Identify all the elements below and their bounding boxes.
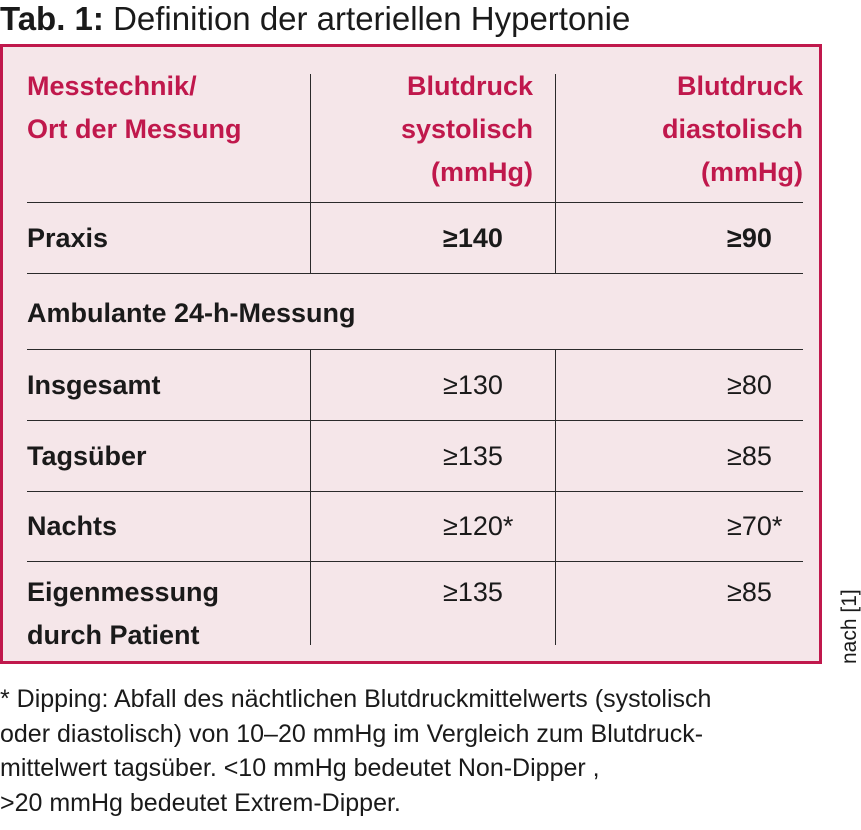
source-citation: nach [1]: [838, 589, 861, 664]
value-diastolic-insgesamt: ≥80: [727, 370, 772, 400]
value-systolic-insgesamt: ≥130: [443, 370, 503, 400]
row-divider: [27, 561, 803, 562]
value-systolic-praxis: ≥140: [443, 223, 503, 253]
column-divider: [555, 202, 556, 274]
section-ambulatory: Ambulante 24-h-Messung: [27, 298, 356, 328]
header-diastolic: [569, 65, 803, 194]
row-label-eigenmessung: [27, 571, 219, 657]
hypertension-table: [0, 44, 822, 664]
table-title: [0, 0, 630, 40]
row-divider: [27, 202, 803, 203]
header-line: diastolisch: [661, 114, 803, 144]
header-line: Blutdruck: [406, 71, 533, 101]
footnote-line: oder diastolisch) von 10–20 mmHg im Vergleich zum Blutdruck-: [0, 719, 704, 748]
row-label-insgesamt: Insgesamt: [27, 370, 161, 400]
header-line: (mmHg): [701, 157, 803, 187]
footnote-line: * Dipping: Abfall des nächtlichen Blutdruckmittelwerts (systolisch: [0, 685, 712, 713]
header-line: Ort der Messung: [27, 114, 242, 144]
row-label-praxis: Praxis: [27, 223, 109, 253]
header-line: Blutdruck: [676, 71, 803, 101]
footnote-line: mittelwert tagsüber. <10 mmHg bedeutet Non-Dipper ,: [0, 754, 600, 782]
value-systolic-eigenmessung: ≥135: [443, 577, 503, 607]
value-systolic-tagsueber: ≥135: [443, 441, 503, 471]
header-measurement-technique: [27, 65, 242, 151]
row-label-line: durch Patient: [27, 620, 200, 650]
column-divider: [555, 349, 556, 645]
value-systolic-nachts: ≥120*: [443, 511, 514, 541]
row-label-line: Eigenmessung: [27, 577, 220, 607]
header-systolic: [323, 65, 533, 194]
row-divider: [27, 273, 803, 274]
value-diastolic-praxis: ≥90: [727, 223, 772, 253]
row-label-tagsueber: Tagsüber: [27, 441, 147, 471]
table-title-text: Definition der arteriellen Hypertonie: [113, 0, 631, 37]
header-line: systolisch: [400, 114, 533, 144]
column-divider: [310, 202, 311, 274]
header-line: (mmHg): [431, 157, 533, 187]
value-diastolic-eigenmessung: ≥85: [727, 577, 772, 607]
value-diastolic-nachts: ≥70*: [727, 511, 783, 541]
row-divider: [27, 491, 803, 492]
table-number: Tab. 1:: [0, 0, 104, 37]
column-divider: [310, 74, 311, 202]
footnote-line: >20 mmHg bedeutet Extrem-Dipper.: [0, 788, 401, 817]
value-diastolic-tagsueber: ≥85: [727, 441, 772, 471]
row-divider: [27, 420, 803, 421]
column-divider: [310, 349, 311, 645]
column-divider: [555, 74, 556, 202]
row-label-nachts: Nachts: [27, 511, 118, 541]
header-line: Messtechnik/: [27, 71, 197, 101]
row-divider: [27, 349, 803, 350]
footnote: [0, 682, 840, 820]
